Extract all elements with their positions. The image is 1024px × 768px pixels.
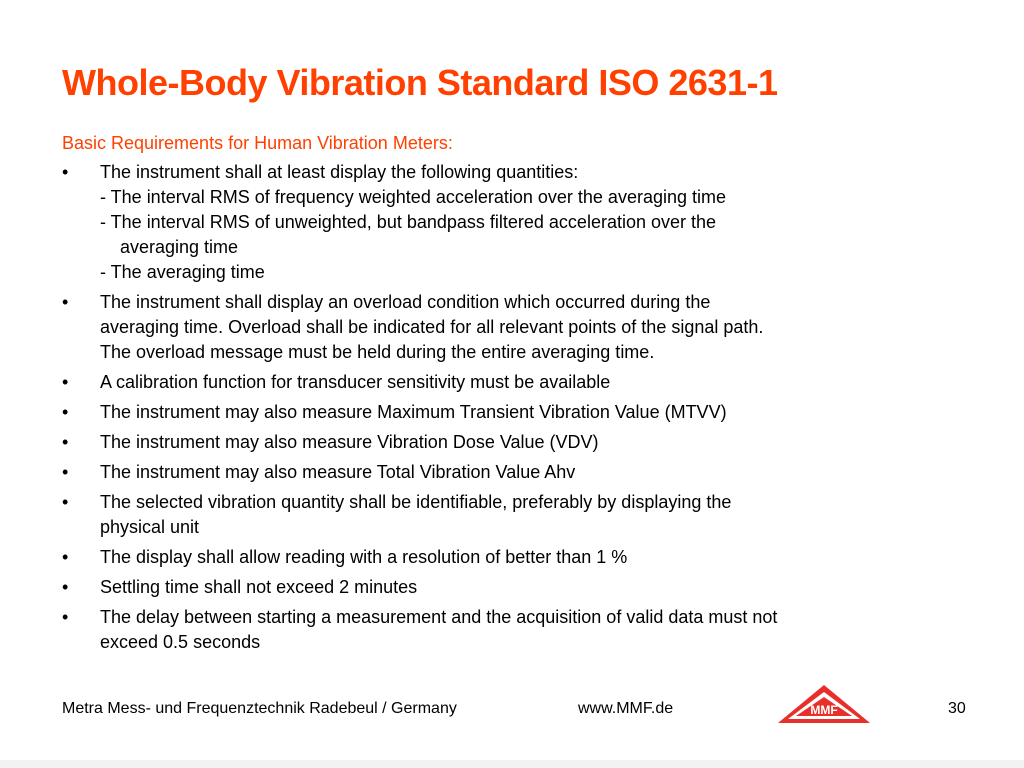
slide-subtitle: Basic Requirements for Human Vibration Meters: bbox=[62, 133, 453, 153]
bullet-line: The instrument shall at least display the following quantities: bbox=[100, 162, 579, 182]
slide-title: Whole-Body Vibration Standard ISO 2631-1 bbox=[62, 62, 778, 103]
bullet-marker: • bbox=[62, 492, 69, 512]
bullet-line: exceed 0.5 seconds bbox=[100, 632, 261, 652]
bullet-list bbox=[62, 160, 982, 660]
bullet-item bbox=[62, 605, 982, 655]
bullet-line: The instrument may also measure Total Vibration Value Ahv bbox=[100, 462, 576, 482]
bullet-line: The delay between starting a measurement and the acquisition of valid data must not bbox=[100, 607, 778, 627]
bullet-marker: • bbox=[62, 402, 69, 422]
bottom-band bbox=[0, 760, 1024, 768]
svg-text:MMF: MMF bbox=[810, 703, 838, 717]
bullet-item bbox=[62, 460, 982, 485]
bullet-item bbox=[62, 160, 982, 285]
bullet-marker: • bbox=[62, 607, 69, 627]
bullet-line: averaging time bbox=[120, 237, 239, 257]
mmf-logo-icon bbox=[776, 683, 872, 725]
bullet-marker: • bbox=[62, 462, 69, 482]
bullet-line: - The interval RMS of frequency weighted acceleration over the averaging time bbox=[100, 187, 726, 207]
bullet-line: - The interval RMS of unweighted, but bandpass filtered acceleration over the bbox=[100, 212, 717, 232]
bullet-line: The instrument may also measure Vibration Dose Value (VDV) bbox=[100, 432, 599, 452]
bullet-line: The instrument shall display an overload condition which occurred during the bbox=[100, 292, 711, 312]
bullet-item bbox=[62, 290, 982, 365]
bullet-marker: • bbox=[62, 292, 69, 312]
bullet-item bbox=[62, 400, 982, 425]
bullet-item bbox=[62, 370, 982, 395]
bullet-line: Settling time shall not exceed 2 minutes bbox=[100, 577, 418, 597]
bullet-item bbox=[62, 545, 982, 570]
bullet-line: A calibration function for transducer sensitivity must be available bbox=[100, 372, 611, 392]
bullet-line: physical unit bbox=[100, 517, 200, 537]
bullet-line: - The averaging time bbox=[100, 262, 265, 282]
bullet-line: The overload message must be held during the entire averaging time. bbox=[100, 342, 655, 362]
bullet-marker: • bbox=[62, 372, 69, 392]
footer-company-name: Metra Mess- und Frequenztechnik Radebeul / Germany bbox=[62, 700, 457, 717]
bullet-marker: • bbox=[62, 577, 69, 597]
bullet-item bbox=[62, 490, 982, 540]
bullet-line: The display shall allow reading with a resolution of better than 1 % bbox=[100, 547, 628, 567]
bullet-marker: • bbox=[62, 162, 69, 182]
bullet-marker: • bbox=[62, 432, 69, 452]
page-number: 30 bbox=[948, 700, 966, 717]
bullet-line: The instrument may also measure Maximum Transient Vibration Value (MTVV) bbox=[100, 402, 727, 422]
bullet-item bbox=[62, 575, 982, 600]
bullet-marker: • bbox=[62, 547, 69, 567]
bullet-line: The selected vibration quantity shall be identifiable, preferably by displaying the bbox=[100, 492, 732, 512]
bullet-item bbox=[62, 430, 982, 455]
bullet-line: averaging time. Overload shall be indicated for all relevant points of the signal path. bbox=[100, 317, 764, 337]
footer-website-link[interactable]: www.MMF.de bbox=[578, 700, 674, 717]
